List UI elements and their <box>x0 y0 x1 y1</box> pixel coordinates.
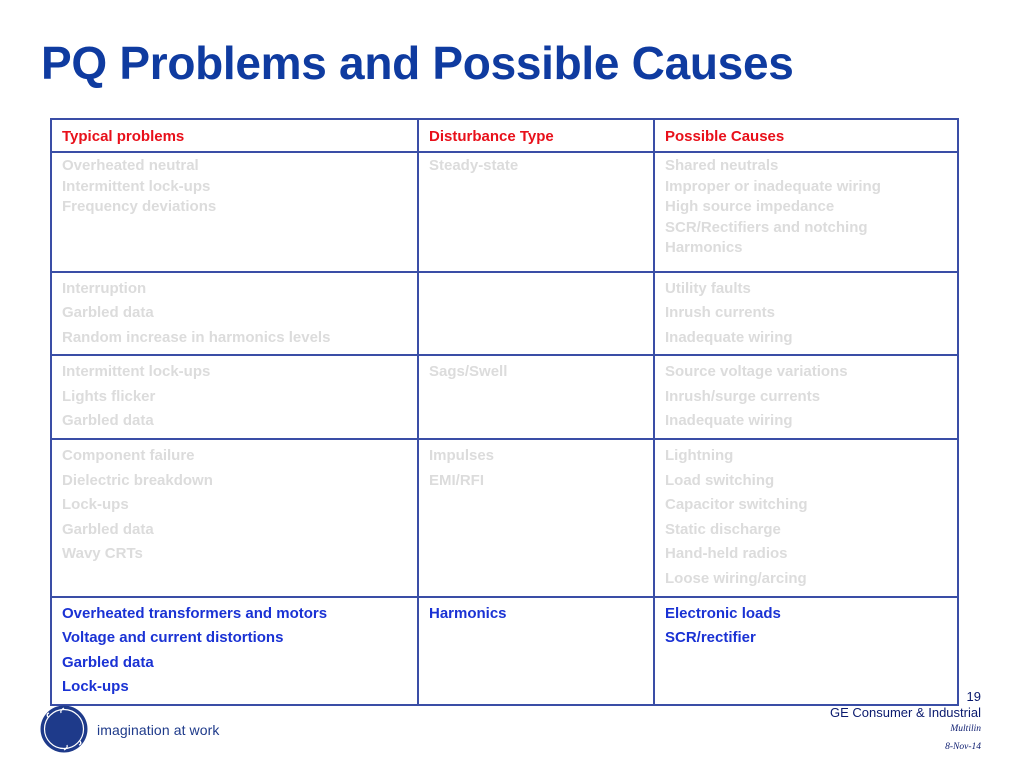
cell-line: Static discharge <box>665 520 781 538</box>
cell-line: Overheated transformers and motors <box>62 604 328 622</box>
header-possible-causes: Possible Causes <box>654 119 958 152</box>
cell-line: Inrush currents <box>665 304 776 322</box>
table-row <box>51 355 958 439</box>
page-number: 19 <box>966 689 981 704</box>
cell-line: EMI/RFI <box>429 471 484 489</box>
cell-line: Garbled data <box>62 520 154 538</box>
cell-line: Loose wiring/arcing <box>665 570 807 588</box>
table-cell-problems <box>51 272 418 356</box>
cell-line: Component failure <box>62 447 195 465</box>
cell-line: Load switching <box>665 471 775 489</box>
cell-line: Shared neutrals <box>665 157 779 174</box>
pq-problems-table <box>50 118 959 706</box>
cell-line: SCR/Rectifiers and notching <box>665 218 868 236</box>
table-cell-problems <box>51 439 418 597</box>
table-cell-causes <box>654 152 958 272</box>
table-cell-causes <box>654 272 958 356</box>
table-cell-disturbance <box>418 355 654 439</box>
cell-line: Lock-ups <box>62 496 129 514</box>
cell-line: Inadequate wiring <box>665 412 793 430</box>
cell-line: Inrush/surge currents <box>665 387 821 405</box>
table-cell-problems <box>51 355 418 439</box>
cell-line: Improper or inadequate wiring <box>665 177 881 195</box>
table-header-row <box>51 119 958 152</box>
cell-line: Source voltage variations <box>665 363 848 381</box>
cell-line: Garbled data <box>62 304 154 322</box>
table-cell-causes <box>654 597 958 705</box>
cell-line: Harmonics <box>429 604 507 622</box>
cell-line: Overheated neutral <box>62 157 199 174</box>
cell-line: Intermittent lock-ups <box>62 177 211 195</box>
cell-line: High source impedance <box>665 198 835 215</box>
cell-line: Utility faults <box>665 279 751 297</box>
table-body <box>51 152 958 705</box>
cell-line: Wavy CRTs <box>62 545 143 563</box>
cell-line: Lightning <box>665 447 734 465</box>
header-typical-problems: Typical problems <box>51 119 418 152</box>
table-cell-disturbance <box>418 272 654 356</box>
table-cell-problems <box>51 597 418 705</box>
cell-line: Impulses <box>429 447 495 465</box>
cell-line: Steady-state <box>429 157 519 174</box>
cell-line: Hand-held radios <box>665 545 788 563</box>
cell-line: Garbled data <box>62 412 154 430</box>
cell-line: Random increase in harmonics levels <box>62 328 331 346</box>
table-cell-disturbance <box>418 152 654 272</box>
cell-line: Interruption <box>62 279 147 297</box>
cell-line: Lock-ups <box>62 678 129 696</box>
cell-line: Voltage and current distortions <box>62 629 284 647</box>
footer-business: Multilin <box>950 724 981 734</box>
table-cell-disturbance <box>418 597 654 705</box>
cell-line: Inadequate wiring <box>665 328 793 346</box>
cell-line: SCR/rectifier <box>665 629 756 647</box>
footer-organization: GE Consumer & Industrial <box>829 705 981 720</box>
footer-tagline: imagination at work <box>97 722 220 738</box>
slide-title: PQ Problems and Possible Causes <box>41 37 794 89</box>
footer-date: 8-Nov-14 <box>945 741 981 752</box>
table-cell-causes <box>654 355 958 439</box>
table-cell-causes <box>654 439 958 597</box>
cell-line: Dielectric breakdown <box>62 471 213 489</box>
ge-monogram-icon <box>39 704 89 754</box>
cell-line: Garbled data <box>62 653 154 671</box>
table-row <box>51 439 958 597</box>
table-cell-problems <box>51 152 418 272</box>
table-row <box>51 597 958 705</box>
cell-line: Electronic loads <box>665 604 781 622</box>
cell-line: Sags/Swell <box>429 363 508 381</box>
cell-line: Capacitor switching <box>665 496 808 514</box>
cell-line: Frequency deviations <box>62 198 217 215</box>
cell-line: Intermittent lock-ups <box>62 363 211 381</box>
cell-line: Harmonics <box>665 239 743 256</box>
table-cell-disturbance <box>418 439 654 597</box>
ge-logo <box>39 704 89 754</box>
table-row <box>51 152 958 272</box>
header-disturbance-type: Disturbance Type <box>418 119 654 152</box>
footer-info <box>830 690 981 752</box>
table-row <box>51 272 958 356</box>
cell-line: Lights flicker <box>62 387 156 405</box>
